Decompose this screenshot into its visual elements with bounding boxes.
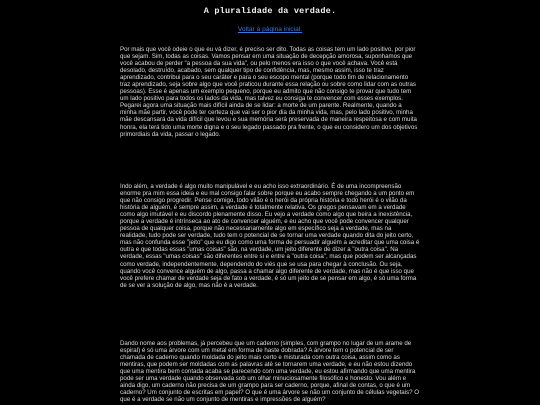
back-to-home-link[interactable]: Voltar à página inicial.: [237, 26, 303, 33]
paragraph-naming-problems: Dando nome aos problemas, já percebeu que um caderno (simples, com grampo no lugar de um arame de espiral) é só uma árvore com um metal em forma de haste dobrada? A árvore tem o potencial de ser chamada de caderno quando moldada do jeito mais certo e misturada com outra coisa, assim como as mentiras, que podem ser moldadas com as palavras até se tornarem uma verdade, e eu não estou dizendo que uma mentira bem contada acaba se parecendo com uma verdade, eu estou afirmando que uma mentira pode ser uma verdade quando observada sob um olhar minuciosamente filosófico e honesto. Vou além e ainda digo, um caderno não precisa de um grampo para ser caderno, porque, afinal de contas, o que é um caderno? Um conjunto de escritas em papel? O que é uma árvore se não um conjunto de células vegetais? O que é a verdade se não um conjunto de mentiras e impressões de alguém?: [120, 340, 420, 404]
paragraph-positive-side: Por mais que você odeie o que eu vá dizer, é preciso ser dito. Todas as coisas tem um lado positivo, por pior que sejam. Sim, todas as coisas. Vamos pensar em uma situação de decepção amorosa, suponhamos que você acabou de perder "a pessoa da sua vida", ou pelo menos era isso o que você achava. Você está desolado, destruído, acabado, sem qualquer tipo de confidência, mas, mesmo assim, isso te traz aprendizado, contribui para o seu caráter e para o seu escopo mental (porque todo fim de relacionamento traz aprendizado, seja sobre algo que você praticou durante essa relação ou sobre como lidar com as outras pessoas). Esse é apenas um exemplo pequeno, porque eu admito que não consigo te provar que tudo tem um lado positivo para todos os lados da vida, mas talvez eu consiga te convencer com esses exemplos. Pegarei agora uma situação mais difícil ainda de se lidar: a morte de um parente. Realmente, quando a minha mãe partir, você pode ter certeza que vai ser o pior dia da minha vida, mas, pelo lado positivo, minha mãe descansará da vida difícil que levou e sua memória será preservada de maneira respeitosa e com muita honra, ela terá tido uma morte digna e o seu legado passado pra frente, o que eu considero um dos objetivos primordiais da vida, passar o legado.: [120, 46, 418, 138]
paragraph-manipulable-truth: Indo além, a verdade é algo muito manipulável e eu acho isso extraordinário. É de uma incompreensão enorme pra mim essa ideia e eu mal consigo falar sobre porque eu acabo sempre chegando a um ponto em que não consigo progredir. Pense comigo, todo vilão é o herói da própria história e todo herói é o vilão da história de alguém, é sempre assim, a verdade é totalmente relativa. Os gregos pensavam em a verdade como algo imutável e eu discordo plenamente disso. Eu vejo a verdade como algo que beira a inexistência, porque a verdade é intrínseca ao ato de convencer alguém, e eu acho que você pode convencer qualquer pessoa de qualquer coisa, porque não necessariamente algo em específico seja a verdade, mas na realidade, tudo pode ser verdade, tudo tem o potencial de se tornar uma verdade quando dita do jeito certo, mas não confunda esse "jeito" que eu digo como uma forma de persuadir alguém a acreditar que uma coisa é outra e que todas essas "umas coisas" são, na verdade, um jeito diferente de dizer a "outra coisa". Na verdade, essas "umas coisas" são diferentes entre si e entre a "outra coisa", mas que podem ser alcançadas como verdade, independentemente, dependendo do viés que se usa para chegar à conclusão. Ou seja, quando você convence alguém de algo, passa a chamar algo diferente de verdade, mas não é que isso que você prefere chamar de verdade seja de fato a verdade, é só um jeito de se pensar em algo, é só uma forma de se ver a solução de algo, mas não é a verdade.: [120, 183, 420, 289]
page-title: A pluralidade da verdade.: [203, 6, 337, 16]
